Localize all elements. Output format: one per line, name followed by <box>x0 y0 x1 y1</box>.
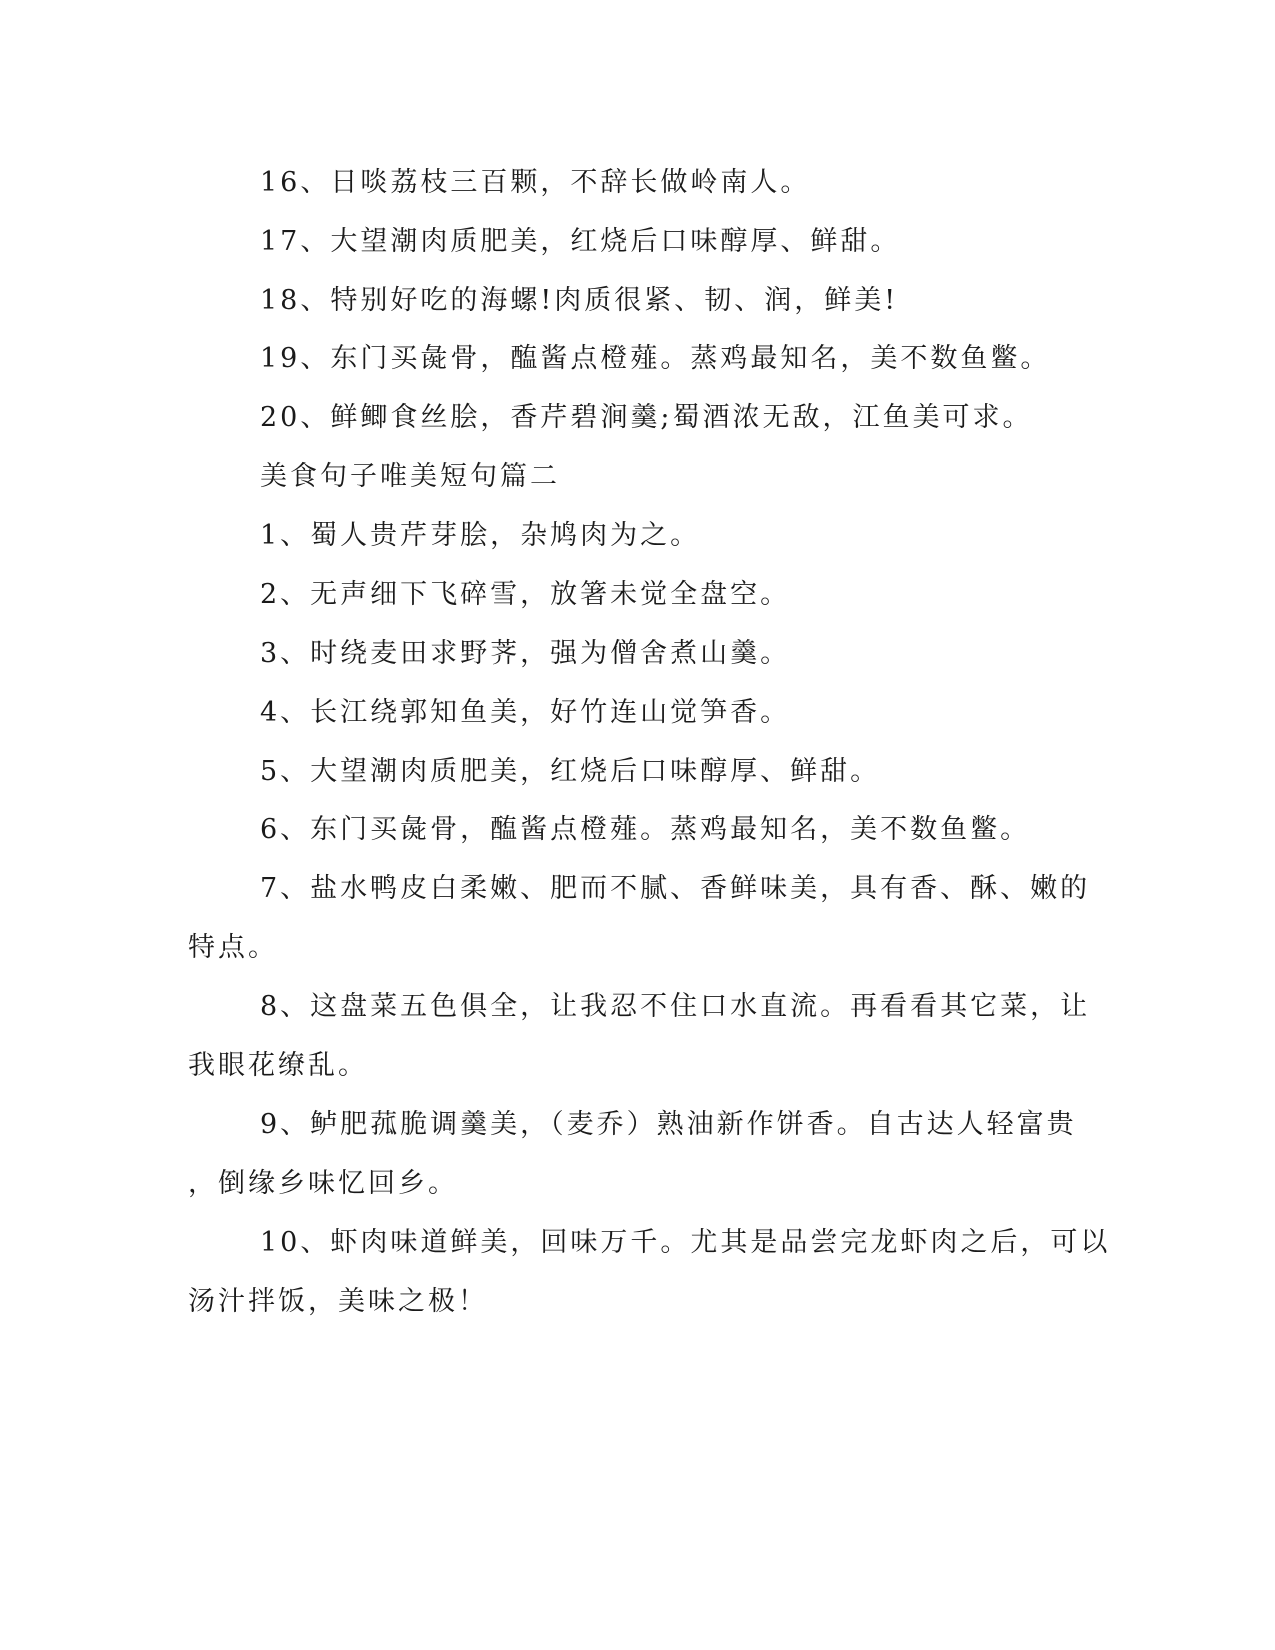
text-line-continuation: 汤汁拌饭，美味之极！ <box>188 1286 488 1317</box>
text-line: 7、盐水鸭皮白柔嫩、肥而不腻、香鲜味美，具有香、酥、嫩的 <box>260 873 1091 904</box>
text-line: 2、无声细下飞碎雪，放箸未觉全盘空。 <box>260 579 791 610</box>
text-line: 9、鲈肥菰脆调羹美，（麦乔）熟油新作饼香。自古达人轻富贵 <box>260 1109 1077 1140</box>
text-line-continuation: 特点。 <box>188 932 278 963</box>
text-line: 20、鲜鲫食丝脍，香芹碧涧羹;蜀酒浓无敌，江鱼美可求。 <box>260 402 1033 433</box>
text-line-continuation: 我眼花缭乱。 <box>188 1050 368 1081</box>
text-line: 4、长江绕郭知鱼美，好竹连山觉笋香。 <box>260 697 791 728</box>
text-line: 10、虾肉味道鲜美，回味万千。尤其是品尝完龙虾肉之后，可以 <box>260 1227 1111 1258</box>
text-line: 6、东门买彘骨，醢酱点橙薤。蒸鸡最知名，美不数鱼鳖。 <box>260 814 1031 845</box>
text-line: 16、日啖荔枝三百颗，不辞长做岭南人。 <box>260 167 811 198</box>
text-line-continuation: ，倒缘乡味忆回乡。 <box>188 1168 458 1199</box>
text-line: 5、大望潮肉质肥美，红烧后口味醇厚、鲜甜。 <box>260 756 881 787</box>
text-line: 18、特别好吃的海螺!肉质很紧、韧、润，鲜美! <box>260 285 899 316</box>
text-line: 1、蜀人贵芹芽脍，杂鸠肉为之。 <box>260 520 701 551</box>
section-heading: 美食句子唯美短句篇二 <box>260 461 560 492</box>
text-line: 8、这盘菜五色俱全，让我忍不住口水直流。再看看其它菜，让 <box>260 991 1091 1022</box>
text-line: 17、大望潮肉质肥美，红烧后口味醇厚、鲜甜。 <box>260 226 901 257</box>
text-line: 19、东门买彘骨，醢酱点橙薤。蒸鸡最知名，美不数鱼鳖。 <box>260 343 1051 374</box>
text-line: 3、时绕麦田求野荠，强为僧舍煮山羹。 <box>260 638 791 669</box>
